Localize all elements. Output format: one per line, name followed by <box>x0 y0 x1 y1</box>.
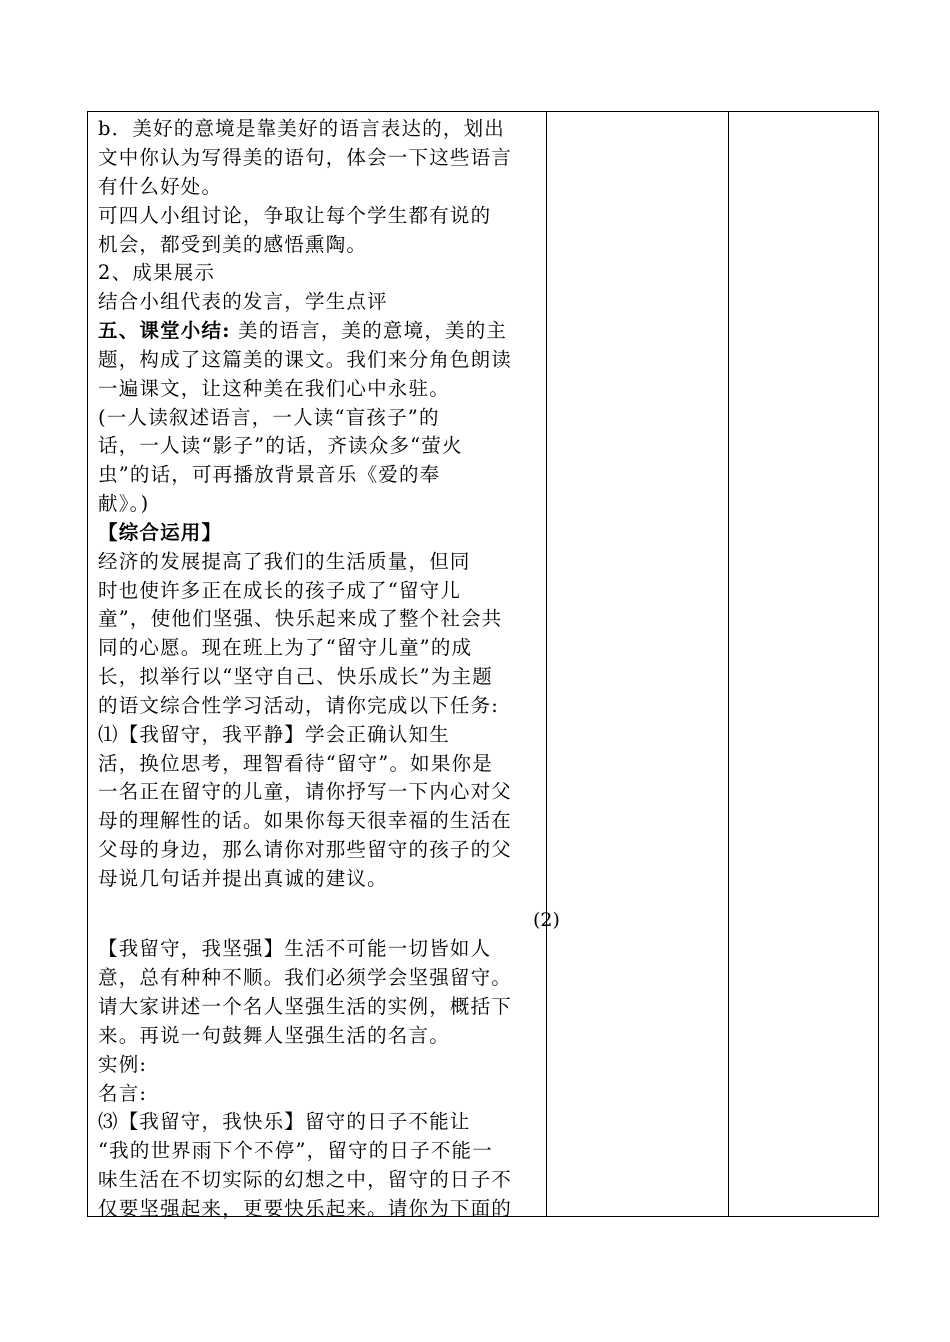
text-line: ⑴【我留守，我平静】学会正确认知生 <box>98 723 450 746</box>
text-line: 一遍课文，让这种美在我们心中永驻。 <box>98 377 450 400</box>
text-line: 可四人小组讨论，争取让每个学生都有说的 <box>98 204 492 227</box>
summary-line <box>98 318 507 344</box>
text-line: 题，构成了这篇美的课文。我们来分角色朗读 <box>98 348 513 371</box>
section-heading: 五、课堂小结: <box>98 319 231 342</box>
text-line: 【我留守，我坚强】生活不可能一切皆如人 <box>98 937 492 960</box>
text-line: 有什么好处。 <box>98 175 223 198</box>
column-divider-1 <box>546 112 547 1216</box>
text-line: 文中你认为写得美的语句，体会一下这些语言 <box>98 146 513 169</box>
text-line: 实例: <box>98 1053 148 1076</box>
item-2-marker: (2) <box>533 909 560 931</box>
column-divider-2 <box>728 112 729 1216</box>
text-line: 结合小组代表的发言，学生点评 <box>98 290 388 313</box>
text-line: 2、成果展示 <box>98 261 216 284</box>
text-line: 经济的发展提高了我们的生活质量，但同 <box>98 550 471 573</box>
lesson-table <box>87 111 879 1220</box>
text-line: 来。再说一句鼓舞人坚强生活的名言。 <box>98 1024 450 1047</box>
text-line: “我的世界雨下个不停”，留守的日子不能一 <box>98 1139 493 1162</box>
text-line: 活，换位思考，理智看待“留守”。如果你是 <box>98 752 493 775</box>
text-line: 机会，都受到美的感悟熏陶。 <box>98 233 368 256</box>
text-line: 仅要坚强起来，更要快乐起来。请你为下面的 <box>98 1197 513 1220</box>
section-heading-comprehensive: 【综合运用】 <box>98 521 223 544</box>
text-line: 献》。) <box>98 492 150 515</box>
text-line: 味生活在不切实际的幻想之中，留守的日子不 <box>98 1168 513 1191</box>
text-line: b．美好的意境是靠美好的语言表达的，划出 <box>98 117 505 140</box>
text-line: 意，总有种种不顺。我们必须学会坚强留守。 <box>98 966 513 989</box>
text-line: 时也使许多正在成长的孩子成了“留守儿 <box>98 579 462 602</box>
text-line: 虫”的话，可再播放背景音乐《爱的奉 <box>98 463 441 486</box>
text-line: 母的理解性的话。如果你每天很幸福的生活在 <box>98 809 513 832</box>
text-line: 母说几句话并提出真诚的建议。 <box>98 867 388 890</box>
text-line: 长，拟举行以“坚守自己、快乐成长”为主题 <box>98 665 493 688</box>
text-line: 同的心愿。现在班上为了“留守儿童”的成 <box>98 636 473 659</box>
text-line: 的语文综合性学习活动，请你完成以下任务: <box>98 694 500 717</box>
text-line: 名言: <box>98 1082 148 1105</box>
text-line: 话，一人读“影子”的话，齐读众多“萤火 <box>98 434 463 457</box>
text-line: 父母的身边，那么请你对那些留守的孩子的父 <box>98 838 513 861</box>
text-line: 请大家讲述一个名人坚强生活的实例，概括下 <box>98 995 513 1018</box>
summary-text: 美的语言，美的意境，美的主 <box>238 319 508 342</box>
text-line: 一名正在留守的儿童，请你抒写一下内心对父 <box>98 780 513 803</box>
text-line: (一人读叙述语言，一人读“盲孩子”的 <box>98 406 440 429</box>
text-line: 童”，使他们坚强、快乐起来成了整个社会共 <box>98 607 503 630</box>
text-line: ⑶【我留守，我快乐】留守的日子不能让 <box>98 1110 471 1133</box>
